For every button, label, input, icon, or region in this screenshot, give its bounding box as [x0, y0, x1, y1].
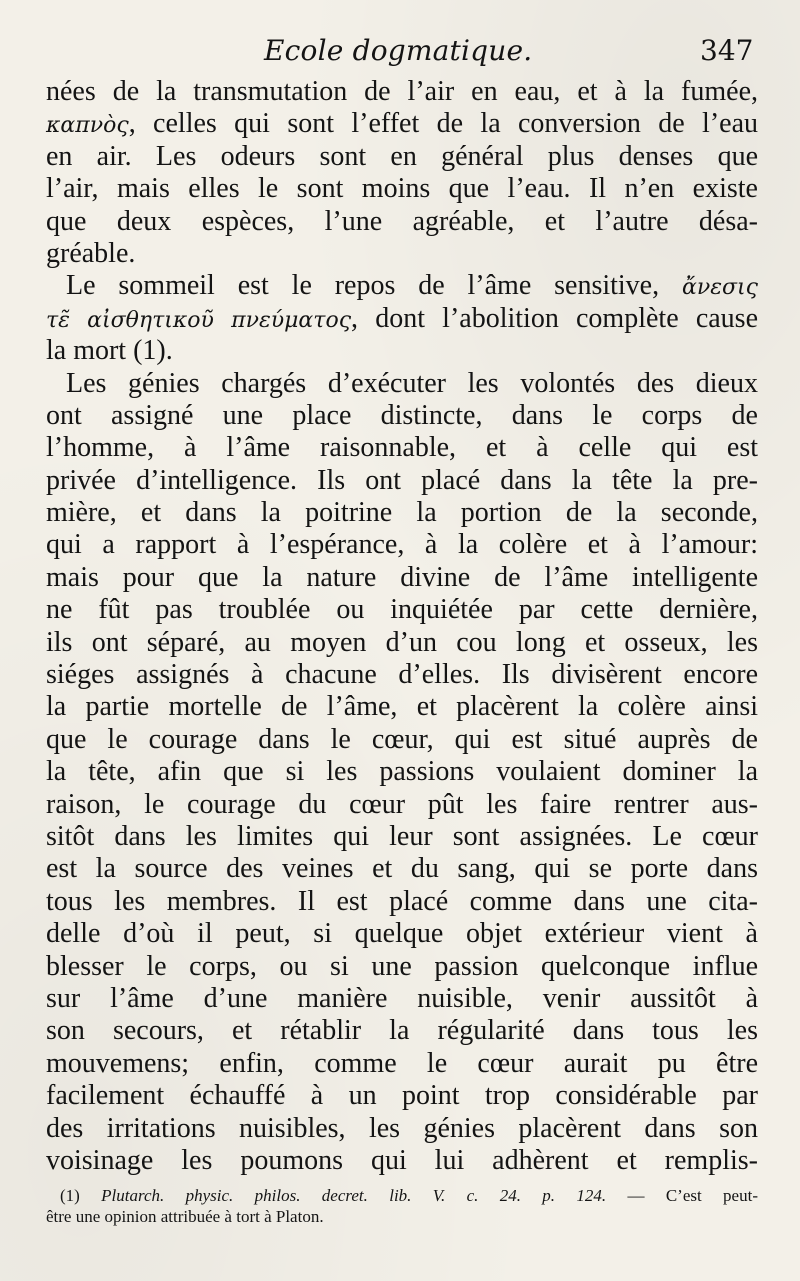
text-line [46, 335, 758, 367]
text-line [46, 141, 758, 173]
text-line [46, 627, 758, 659]
text-line [46, 789, 758, 821]
line-text: , dont l’abolition complète cause [351, 302, 758, 334]
line-text: siéges assignés à chacune d’elles. Ils divisèrent encore [46, 659, 758, 691]
body-text [46, 76, 758, 1177]
text-line [46, 368, 758, 400]
line-text: ont assigné une place distincte, dans le corps de [46, 399, 758, 431]
line-text: mière, et dans la poitrine la portion de la seconde, [46, 497, 758, 529]
page-number: 347 [700, 34, 754, 67]
text-line [46, 1113, 758, 1145]
line-text: sitôt dans les limites qui leur sont assignées. Le cœur [46, 820, 758, 852]
line-text: raison, le courage du cœur pût les faire rentrer aus- [46, 788, 758, 820]
text-line [46, 303, 758, 335]
text-line [46, 951, 758, 983]
line-text: sur l’âme d’une manière nuisible, venir aussitôt à [46, 982, 758, 1014]
line-text: que deux espèces, l’une agréable, et l’autre désa- [46, 205, 758, 237]
line-text: ils ont séparé, au moyen d’un cou long et osseux, les [46, 626, 758, 658]
line-text: , celles qui sont l’effet de la conversion de l’eau [128, 108, 758, 140]
text-line [46, 724, 758, 756]
line-text: tous les membres. Il est placé comme dans une cita- [46, 885, 758, 917]
text-line [46, 821, 758, 853]
text-line [46, 562, 758, 594]
greek-term: ἄνεσις [681, 275, 758, 301]
line-text: mais pour que la nature divine de l’âme intelligente [46, 561, 758, 593]
line-text: voisinage les poumons qui lui adhèrent et remplis- [46, 1144, 758, 1176]
text-line [46, 108, 758, 140]
running-head [0, 34, 800, 74]
line-text: facilement échauffé à un point trop considérable par [46, 1080, 758, 1112]
text-line [46, 465, 758, 497]
text-line [46, 1145, 758, 1177]
line-text: mouvemens; enfin, comme le cœur aurait pu être [46, 1047, 758, 1079]
text-line [46, 76, 758, 108]
line-text: gréable. [46, 237, 136, 269]
text-line [46, 853, 758, 885]
text-line [46, 594, 758, 626]
greek-term: καπνὸς [46, 113, 129, 139]
footnote-marker: (1) [60, 1186, 102, 1205]
line-text: privée d’intelligence. Ils ont placé dans la tête la pre- [46, 464, 758, 496]
text-line [46, 497, 758, 529]
footnote-text: — C’est peut- [606, 1186, 758, 1205]
line-text: la partie mortelle de l’âme, et placèrent la colère ainsi [46, 691, 758, 723]
greek-term: τε̃ αἰσθητικοῦ πνεύματος [46, 307, 352, 333]
text-line [46, 1080, 758, 1112]
footnote-citation: Plutarch. physic. philos. decret. lib. V. c. 24. p. 124. [101, 1186, 607, 1205]
text-line [46, 691, 758, 723]
text-line [46, 659, 758, 691]
line-text: Les génies chargés d’exécuter les volontés des dieux [66, 367, 758, 399]
running-title: Ecole dogmatique. [264, 34, 533, 67]
line-text: nées de la transmutation de l’air en eau, et à la fumée, [46, 76, 758, 107]
line-text: ne fût pas troublée ou inquiétée par cette dernière, [46, 594, 758, 626]
text-line [46, 983, 758, 1015]
text-line [46, 400, 758, 432]
text-line [46, 886, 758, 918]
text-line [46, 238, 758, 270]
text-line [46, 206, 758, 238]
footnote-text: être une opinion attribuée à tort à Platon. [46, 1207, 324, 1226]
text-line [46, 1048, 758, 1080]
line-text: son secours, et rétablir la régularité dans tous les [46, 1015, 758, 1047]
line-text: est la source des veines et du sang, qui se porte dans [46, 853, 758, 885]
line-text: delle d’où il peut, si quelque objet extérieur vient à [46, 918, 758, 950]
text-line [46, 756, 758, 788]
line-text: blesser le corps, ou si une passion quelconque influe [46, 950, 758, 982]
line-text: qui a rapport à l’espérance, à la colère et à l’amour: [46, 529, 758, 561]
line-text: la tête, afin que si les passions voulaient dominer la [46, 756, 758, 788]
footnote-line [46, 1185, 758, 1206]
footnote-line [46, 1206, 758, 1227]
footnotes [46, 1185, 758, 1227]
text-line [46, 270, 758, 302]
line-text: la mort (1). [46, 335, 173, 367]
text-line [46, 1015, 758, 1047]
line-text: des irritations nuisibles, les génies placèrent dans son [46, 1112, 758, 1144]
text-line [46, 173, 758, 205]
line-text: l’homme, à l’âme raisonnable, et à celle qui est [46, 432, 758, 464]
line-text: Le sommeil est le repos de l’âme sensitive, [66, 270, 682, 302]
text-line [46, 918, 758, 950]
line-text: en air. Les odeurs sont en général plus denses que [46, 140, 758, 172]
text-line [46, 432, 758, 464]
line-text: que le courage dans le cœur, qui est situé auprès de [46, 723, 758, 755]
text-line [46, 529, 758, 561]
line-text: l’air, mais elles le sont moins que l’eau. Il n’en existe [46, 173, 758, 205]
